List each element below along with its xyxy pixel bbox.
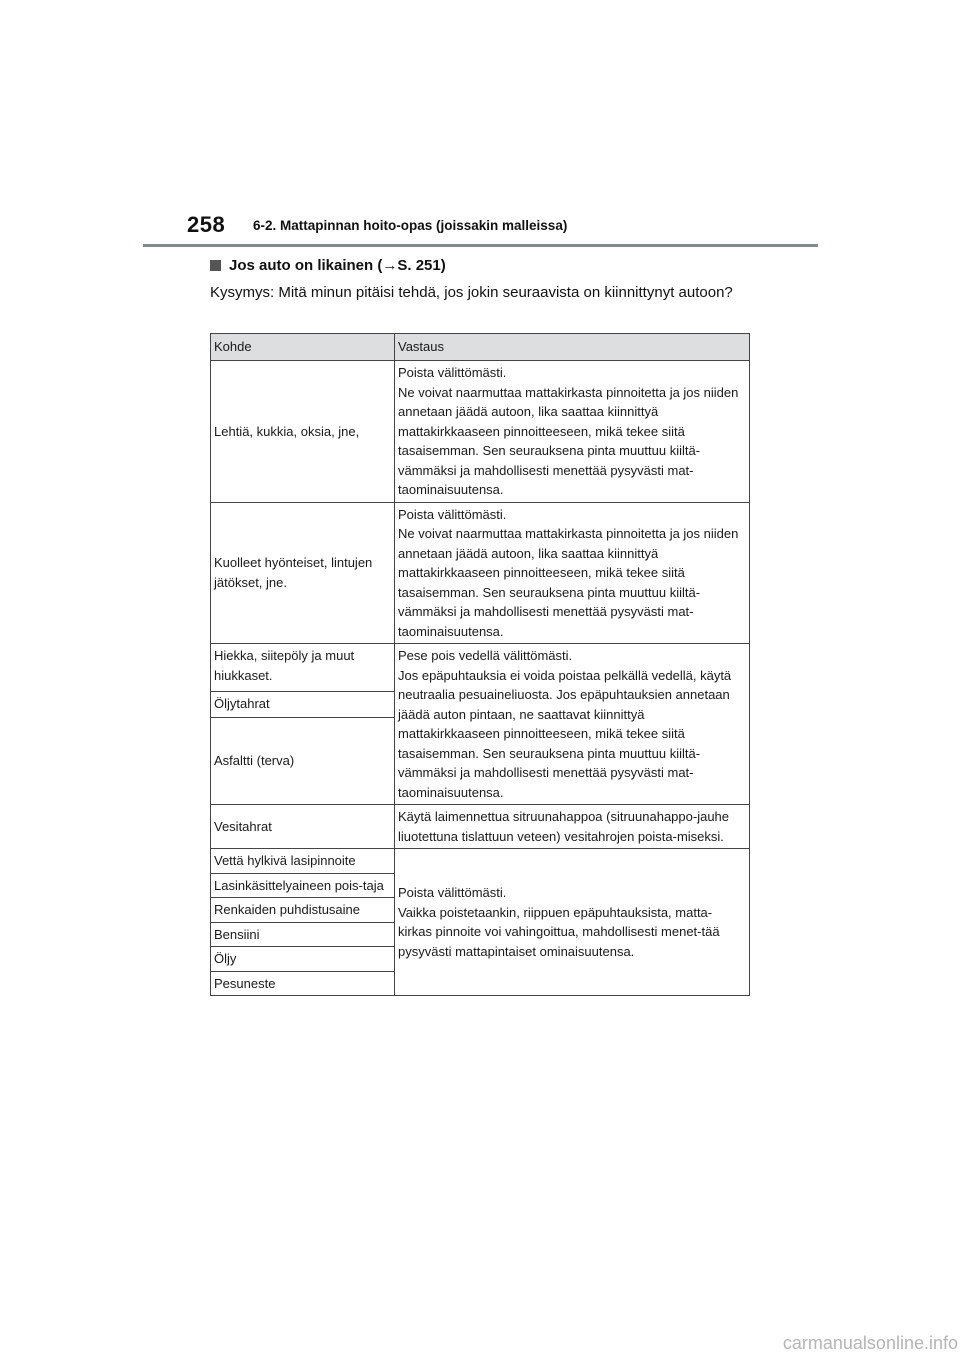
section-title: 6-2. Mattapinnan hoito-opas (joissakin malleissa) <box>253 218 568 233</box>
table-row <box>211 361 750 503</box>
answer-line: Poista välittömästi. <box>398 506 507 522</box>
answer-cell <box>395 644 750 805</box>
answer-line: Jos epäpuhtauksia ei voida poistaa pelkällä vedellä, käytä neutraalia pesuaineliuosta. Jos epäpuhtauksien annetaan jäädä auton pintaan, ne saattavat kiinnittyä mattakirkkaaseen pinnoitteeseen, mikä tekee siitä tasaisemman. Sen seurauksena pinta muuttuu kiiltä-vämmäksi ja mahdollisesti menettää pysyvästi mat-taominaisuutensa. <box>398 667 732 800</box>
answer-line: Pese pois vedellä välittömästi. <box>398 648 573 663</box>
answer-line: Vaikka poistetaankin, riippuen epäpuhtauksista, matta-kirkas pinnoite voi vahingoittua, mahdollisesti menet-tää pysyvästi mattapintaiset ominaisuutensa. <box>398 904 720 959</box>
subject-cell: Renkaiden puhdistusaine <box>211 898 395 923</box>
answer-cell <box>395 361 750 503</box>
square-bullet-icon <box>210 260 221 271</box>
column-header-answer: Vastaus <box>395 334 750 361</box>
subject-cell: Kuolleet hyönteiset, lintujen jätökset, jne. <box>211 502 395 644</box>
watermark: carmanualsonline.info <box>782 1333 958 1353</box>
table-row <box>211 644 750 692</box>
subheading <box>210 257 446 274</box>
table-row <box>211 805 750 849</box>
subject-cell: Öljytahrat <box>211 691 395 717</box>
answer-line: Ne voivat naarmuttaa mattakirkasta pinnoitetta ja jos niiden annetaan jäädä autoon, lika saattaa kiinnittyä mattakirkkaaseen pinnoitteeseen, mikä tekee siitä tasaisemman. Sen seurauksena pinta muuttuu kiiltä-vämmäksi ja mahdollisesti menettää pysyvästi mat-taominaisuutensa. <box>398 526 739 639</box>
subject-cell: Hiekka, siitepöly ja muut hiukkaset. <box>211 644 395 692</box>
subject-cell: Asfaltti (terva) <box>211 718 395 805</box>
subject-cell: Bensiini <box>211 922 395 947</box>
subheading-text: Jos auto on likainen (→S. 251) <box>229 257 446 274</box>
care-table <box>210 333 750 996</box>
column-header-subject: Kohde <box>211 334 395 361</box>
subject-cell: Lasinkäsittelyaineen pois-taja <box>211 873 395 898</box>
subject-cell: Vettä hylkivä lasipinnoite <box>211 849 395 874</box>
subject-cell: Pesuneste <box>211 971 395 996</box>
page-number: 258 <box>187 212 226 237</box>
subject-cell: Lehtiä, kukkia, oksia, jne, <box>211 361 395 503</box>
table-header-row <box>211 334 750 361</box>
answer-cell <box>395 849 750 996</box>
header-divider <box>143 244 818 247</box>
answer-cell <box>395 502 750 644</box>
intro-question: Kysymys: Mitä minun pitäisi tehdä, jos jokin seuraavista on kiinnittynyt autoon? <box>210 284 733 301</box>
answer-line: Poista välittömästi. <box>398 365 507 380</box>
answer-line: Ne voivat naarmuttaa mattakirkasta pinnoitetta ja jos niiden annetaan jäädä autoon, lika saattaa kiinnittyä mattakirkkaaseen pinnoitteeseen, mikä tekee siitä tasaisemman. Sen seurauksena pinta muuttuu kiiltä-vämmäksi ja mahdollisesti menettää pysyvästi mat-taominaisuutensa. <box>398 384 739 497</box>
answer-cell: Käytä laimennettua sitruunahappoa (sitruunahappo-jauhe liuotettuna tislattuun veteen) vesitahrojen poista-miseksi. <box>395 805 750 849</box>
table-row <box>211 502 750 644</box>
table-row <box>211 849 750 874</box>
subject-cell: Öljy <box>211 947 395 972</box>
subject-cell: Vesitahrat <box>211 805 395 849</box>
answer-line: Poista välittömästi. <box>398 885 507 900</box>
